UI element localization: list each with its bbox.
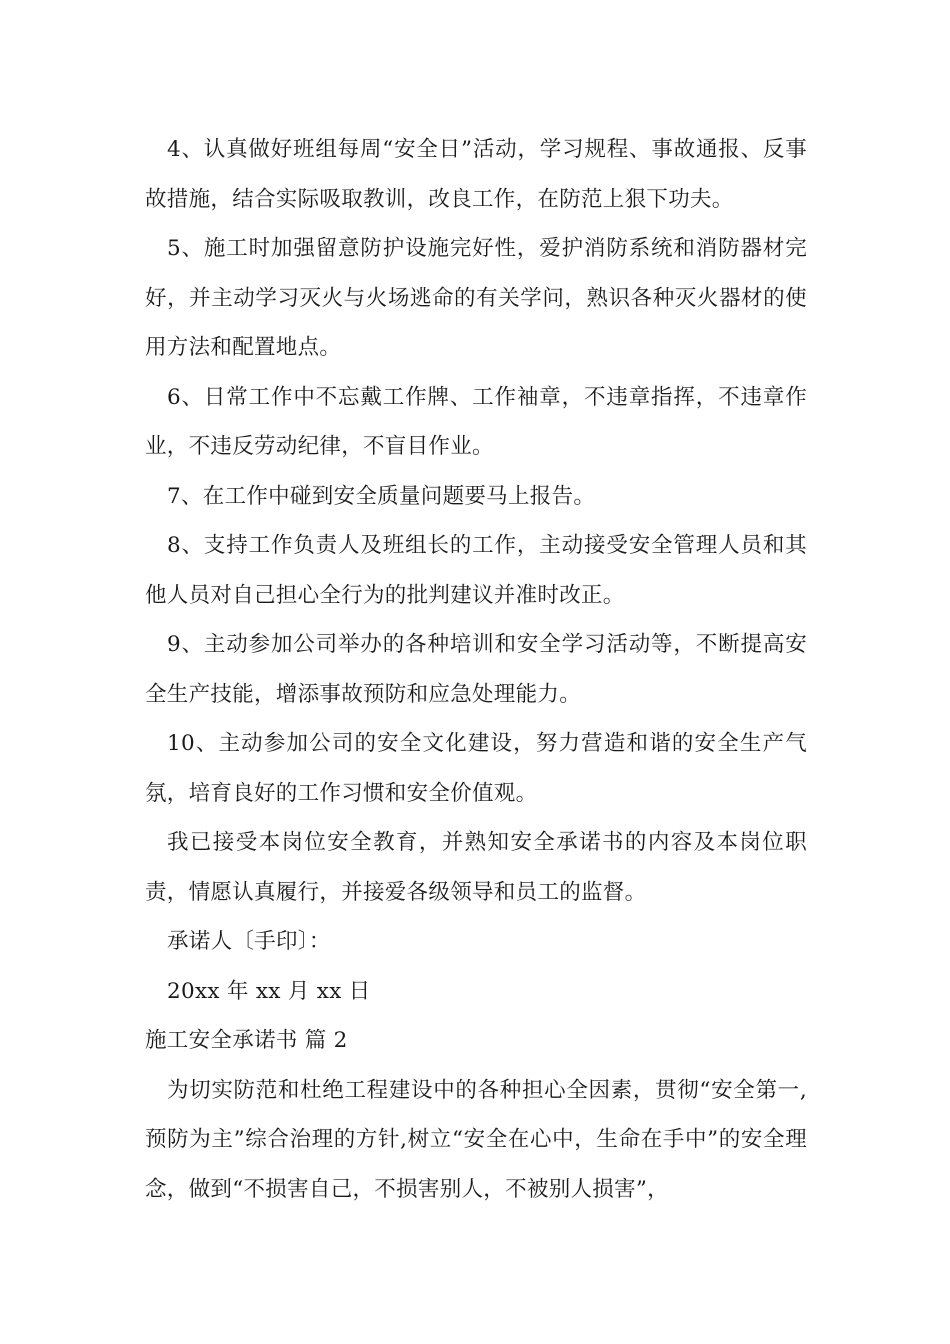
paragraph-item-4: 4、认真做好班组每周“安全日”活动，学习规程、事故通报、反事故措施，结合实际吸取教训，改良工作，在防范上狠下功夫。 bbox=[145, 137, 807, 212]
paragraph-item-5: 5、施工时加强留意防护设施完好性，爱护消防系统和消防器材完好，并主动学习灭火与火场逃命的有关学问，熟识各种灭火器材的使用方法和配置地点。 bbox=[145, 236, 807, 360]
date-line: 20xx 年 xx 月 xx 日 bbox=[167, 978, 371, 1004]
section-title: 施工安全承诺书 篇 2 bbox=[145, 1028, 348, 1053]
paragraph-item-8: 8、支持工作负责人及班组长的工作，主动接受安全管理人员和其他人员对自己担心全行为的批判建议并准时改正。 bbox=[145, 533, 807, 608]
paragraph-item-7: 7、在工作中碰到安全质量问题要马上报告。 bbox=[167, 483, 596, 509]
paragraph-item-6: 6、日常工作中不忘戴工作牌、工作袖章，不违章指挥，不违章作业，不违反劳动纪律，不盲目作业。 bbox=[145, 384, 807, 459]
paragraph-item-10: 10、主动参加公司的安全文化建设，努力营造和谐的安全生产气氛，培育良好的工作习惯和安全价值观。 bbox=[145, 731, 807, 806]
signature-label: 承诺人〔手印〕： bbox=[167, 929, 331, 954]
section-intro-paragraph: 为切实防范和杜绝工程建设中的各种担心全因素，贯彻“安全第一,预防为主”综合治理的方针,树立“安全在心中，生命在手中”的安全理念，做到“不损害自己，不损害别人，不被别人损害”， bbox=[145, 1077, 807, 1202]
paragraph-item-9: 9、主动参加公司举办的各种培训和安全学习活动等，不断提高安全生产技能，增添事故预防和应急处理能力。 bbox=[145, 632, 807, 707]
pledge-statement: 我已接受本岗位安全教育，并熟知安全承诺书的内容及本岗位职责，情愿认真履行，并接爱各级领导和员工的监督。 bbox=[145, 830, 807, 905]
document-body bbox=[145, 125, 807, 1214]
